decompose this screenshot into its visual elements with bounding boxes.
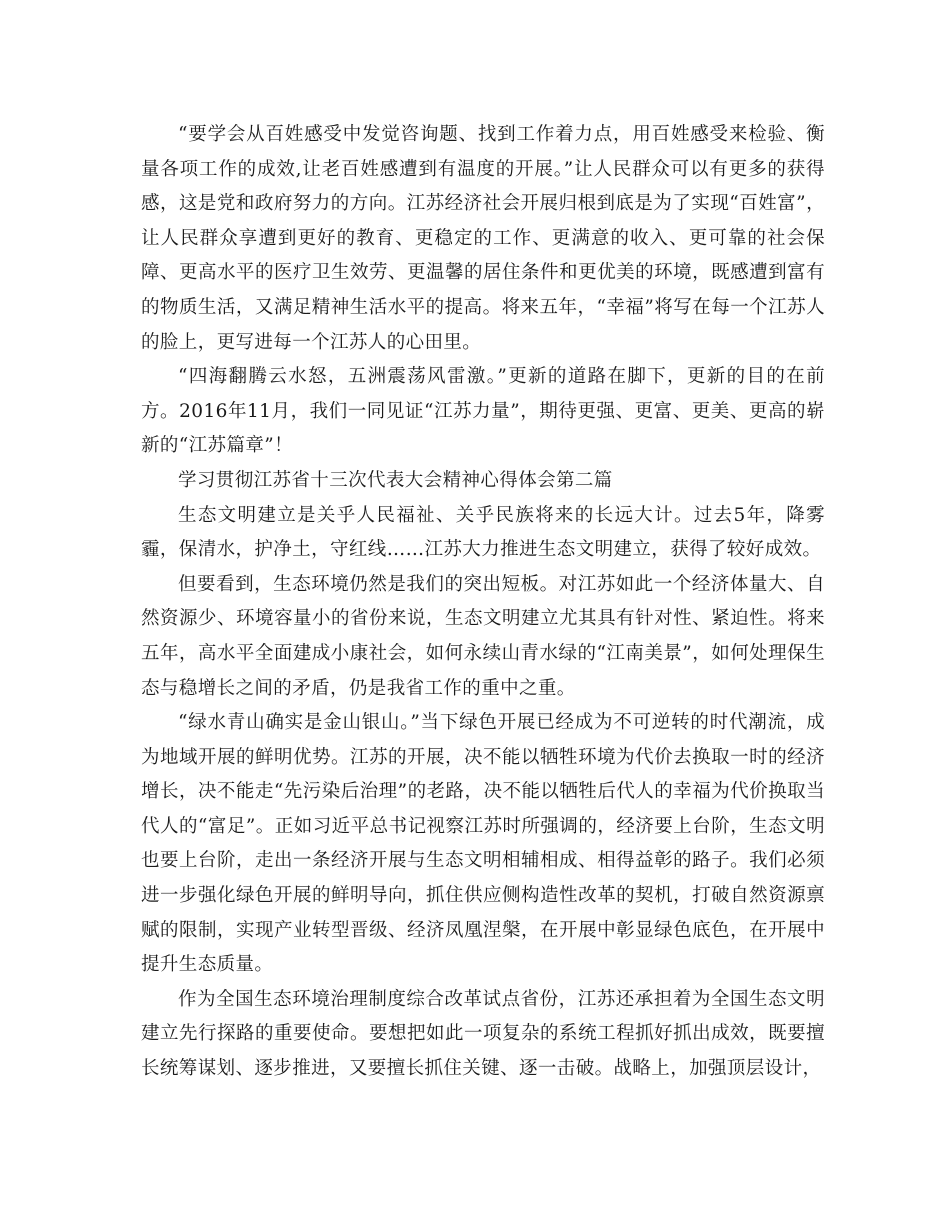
document-body (141, 118, 825, 1087)
paragraph-3: 生态文明建立是关乎人民福祉、关乎民族将来的长远大计。过去5年，降雾霾，保清水，护净土，守红线……江苏大力推进生态文明建立，获得了较好成效。 (141, 504, 825, 561)
section-heading: 学习贯彻江苏省十三次代表大会精神心得体会第二篇 (178, 469, 613, 491)
paragraph-6: 作为全国生态环境治理制度综合改革试点省份，江苏还承担着为全国生态文明建立先行探路的重要使命。要想把如此一项复杂的系统工程抓好抓出成效，既要擅长统筹谋划、逐步推进，又要擅长抓住关键、逐一击破。战略上，加强顶层设计， (141, 988, 825, 1080)
paragraph-2: “四海翻腾云水怒，五洲震荡风雷激。”更新的道路在脚下，更新的目的在前方。2016年11月，我们一同见证“江苏力量”，期待更强、更富、更美、更高的崭新的“江苏篇章”！ (141, 366, 825, 457)
paragraph-5: “绿水青山确实是金山银山。”当下绿色开展已经成为不可逆转的时代潮流，成为地域开展的鲜明优势。江苏的开展，决不能以牺牲环境为代价去换取一时的经济增长，决不能走“先污染后治理”的老路，决不能以牺牲后代人的幸福为代价换取当代人的“富足”。正如习近平总书记视察江苏时所强调的，经济要上台阶，生态文明也要上台阶，走出一条经济开展与生态文明相辅相成、相得益彰的路子。我们必须进一步强化绿色开展的鲜明导向，抓住供应侧构造性改革的契机，打破自然资源禀赋的限制，实现产业转型晋级、经济凤凰涅槃，在开展中彰显绿色底色，在开展中提升生态质量。 (141, 712, 825, 976)
paragraph-4: 但要看到，生态环境仍然是我们的突出短板。对江苏如此一个经济体量大、自然资源少、环境容量小的省份来说，生态文明建立尤其具有针对性、紧迫性。将来五年，高水平全面建成小康社会，如何永续山青水绿的“江南美景”，如何处理保生态与稳增长之间的矛盾，仍是我省工作的重中之重。 (141, 573, 825, 699)
paragraph-1: “要学会从百姓感受中发觉咨询题、找到工作着力点，用百姓感受来检验、衡量各项工作的成效,让老百姓感遭到有温度的开展。”让人民群众可以有更多的获得感，这是党和政府努力的方向。江苏经济社会开展归根到底是为了实现“百姓富”，让人民群众享遭到更好的教育、更稳定的工作、更满意的收入、更可靠的社会保障、更高水平的医疗卫生效劳、更温馨的居住条件和更优美的环境，既感遭到富有的物质生活，又满足精神生活水平的提高。将来五年，“幸福”将写在每一个江苏人的脸上，更写进每一个江苏人的心田里。 (141, 124, 825, 353)
